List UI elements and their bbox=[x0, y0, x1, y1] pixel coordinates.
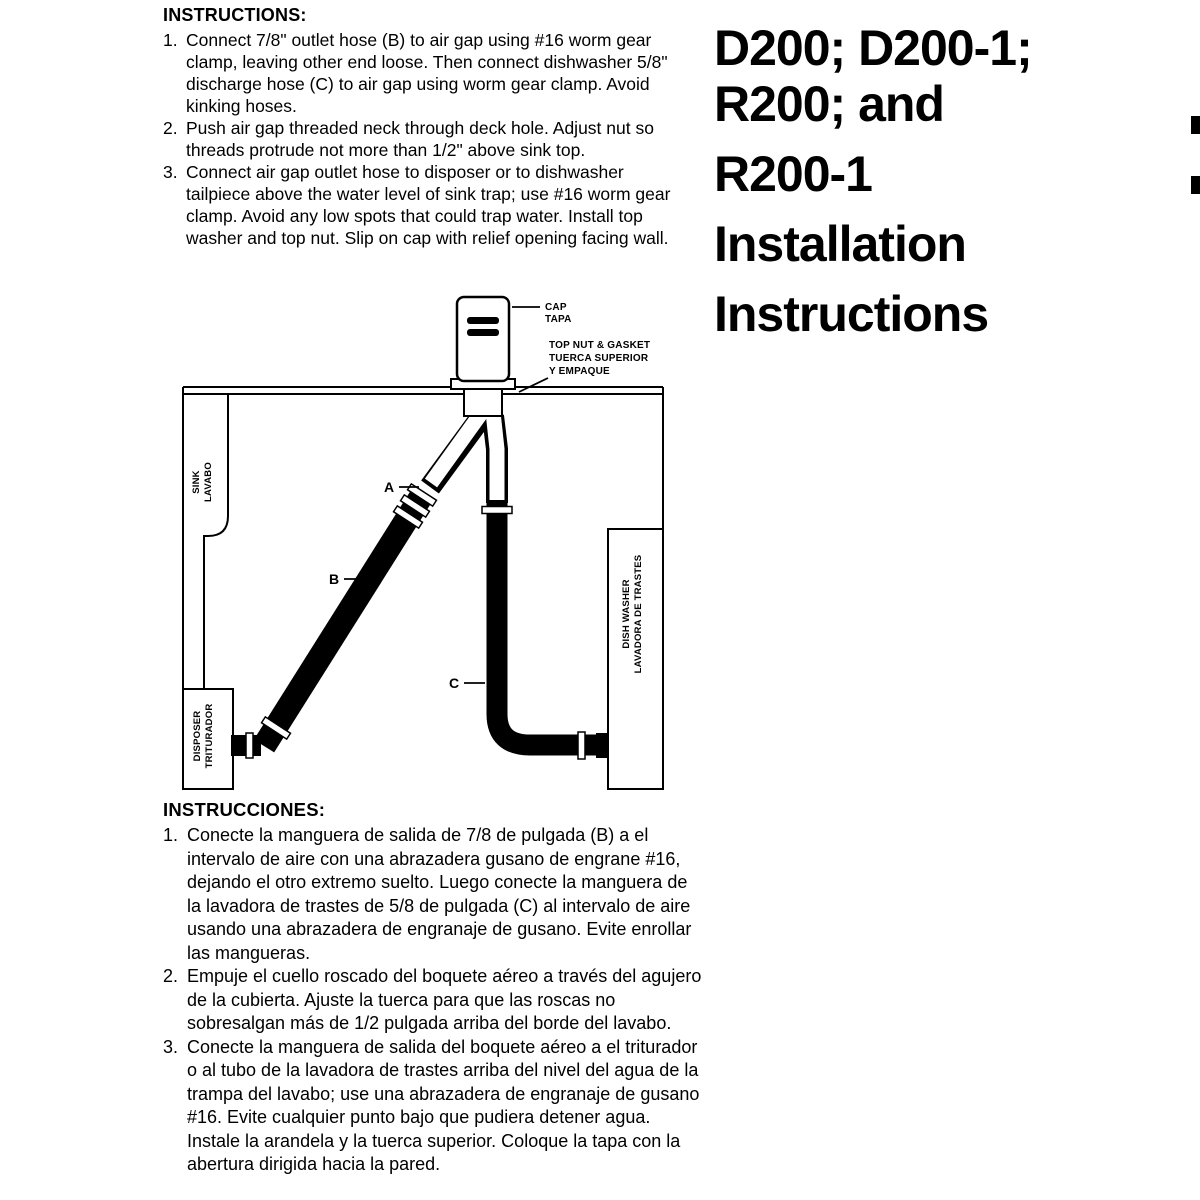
title-models-line-2: R200; and bbox=[714, 76, 944, 132]
instructions-spanish bbox=[163, 799, 705, 1177]
hose-b bbox=[264, 492, 424, 746]
sink-label bbox=[191, 462, 214, 502]
sink-label-en: SINK bbox=[191, 470, 202, 494]
step-number: 1. bbox=[163, 825, 179, 845]
title-word-installation: Installation bbox=[714, 216, 966, 272]
step-number: 1. bbox=[163, 30, 178, 50]
hose-c bbox=[497, 500, 596, 745]
dishwasher-clamp bbox=[578, 732, 585, 759]
hose-b-label: B bbox=[329, 571, 340, 587]
title-models-line-3: R200-1 bbox=[714, 146, 872, 202]
dishwasher-label-en: DISH WASHER bbox=[621, 579, 632, 649]
step-text: Conecte la manguera de salida del boquete aéreo a el triturador o al tubo de la lavadora de trastes arriba del nivel del agua de la trampa del lavabo; use una abrazadera de engranaje de gusano #16. Evite cualquier punto bajo que pudiera detener agua. Instale la arandela y la tuerca superior. Coloque la tapa con la abertura dirigida hacia la pared. bbox=[187, 1036, 700, 1174]
top-nut-label-es1: TUERCA SUPERIOR bbox=[549, 353, 649, 364]
es-step-1 bbox=[163, 824, 705, 965]
hose-c-label: C bbox=[449, 675, 460, 691]
cap-label-es: TAPA bbox=[545, 314, 572, 325]
cap-vent-slot-1 bbox=[467, 317, 499, 324]
sink-outline bbox=[204, 394, 228, 689]
top-nut-label-es2: Y EMPAQUE bbox=[549, 366, 610, 377]
installation-diagram bbox=[168, 284, 688, 806]
dishwasher-fitting bbox=[596, 733, 608, 758]
title-block bbox=[714, 20, 1094, 342]
instructions-english bbox=[163, 5, 690, 249]
instructions-heading-es: INSTRUCCIONES: bbox=[163, 799, 326, 820]
disposer-label-en: DISPOSER bbox=[192, 710, 203, 762]
air-gap-branch-right-bore bbox=[493, 412, 497, 500]
es-step-3 bbox=[163, 1036, 705, 1177]
sink-label-es: LAVABO bbox=[203, 462, 214, 502]
instructions-heading-en: INSTRUCTIONS: bbox=[163, 5, 307, 25]
title-word-instructions: Instructions bbox=[714, 286, 989, 342]
cap-vent-slot-2 bbox=[467, 329, 499, 336]
disposer-label bbox=[192, 704, 215, 769]
counter-deck-line bbox=[183, 387, 663, 394]
dishwasher-label-es: LAVADORA DE TRASTES bbox=[633, 554, 644, 674]
scan-edge-mark bbox=[1191, 176, 1200, 194]
step-number: 2. bbox=[163, 966, 179, 986]
top-nut-leader-line bbox=[519, 378, 548, 392]
en-step-3 bbox=[163, 161, 690, 249]
scan-edge-mark bbox=[1191, 116, 1200, 134]
top-nut-label-en: TOP NUT & GASKET bbox=[549, 340, 651, 351]
hose-c-top-clamp bbox=[482, 507, 512, 514]
en-step-1 bbox=[163, 29, 690, 117]
air-gap-threaded-neck bbox=[464, 388, 502, 416]
step-number: 3. bbox=[163, 1036, 179, 1057]
air-gap-branch-left-bore bbox=[431, 412, 482, 483]
step-number: 2. bbox=[163, 118, 178, 138]
step-text: Conecte la manguera de salida de 7/8 de pulgada (B) a el intervalo de aire con una abrazadera gusano de engrane #16, dejando el otro extremo suelto. Luego conecte la manguera de la lavadora de trastes de 5/8 de pulgada (C) al intervalo de aire usando una abrazadera de engranaje de gusano. Evite enrollar las mangueras. bbox=[187, 825, 692, 963]
step-text: Empuje el cuello roscado del boquete aéreo a través del agujero de la cubierta. Ajuste la tuerca para que las roscas no sobresalgan más de 1/2 pulgada arriba del borde del lavabo. bbox=[187, 966, 702, 1033]
step-text: Connect air gap outlet hose to disposer or to dishwasher tailpiece above the water level of sink trap; use #16 worm gear clamp. Avoid any low spots that could trap water. Install top washer and top nut. Slip on cap with relief opening facing wall. bbox=[186, 162, 671, 248]
hose-a-label: A bbox=[384, 479, 395, 495]
disposer-clamp bbox=[246, 733, 253, 758]
cap-label-en: CAP bbox=[545, 302, 567, 313]
es-step-2 bbox=[163, 965, 705, 1036]
step-number: 3. bbox=[163, 162, 178, 182]
disposer-label-es: TRITURADOR bbox=[204, 703, 215, 769]
step-text: Push air gap threaded neck through deck hole. Adjust nut so threads protrude not more than 1/2" above sink top. bbox=[186, 118, 654, 160]
title-models-line-1: D200; D200-1; bbox=[714, 20, 1032, 76]
step-text: Connect 7/8" outlet hose (B) to air gap using #16 worm gear clamp, leaving other end loose. Then connect dishwasher 5/8" discharge hose (C) to air gap using worm gear clamp. Avoid kinking hoses. bbox=[186, 30, 668, 116]
air-gap-cap bbox=[457, 297, 509, 381]
en-step-2 bbox=[163, 117, 690, 161]
